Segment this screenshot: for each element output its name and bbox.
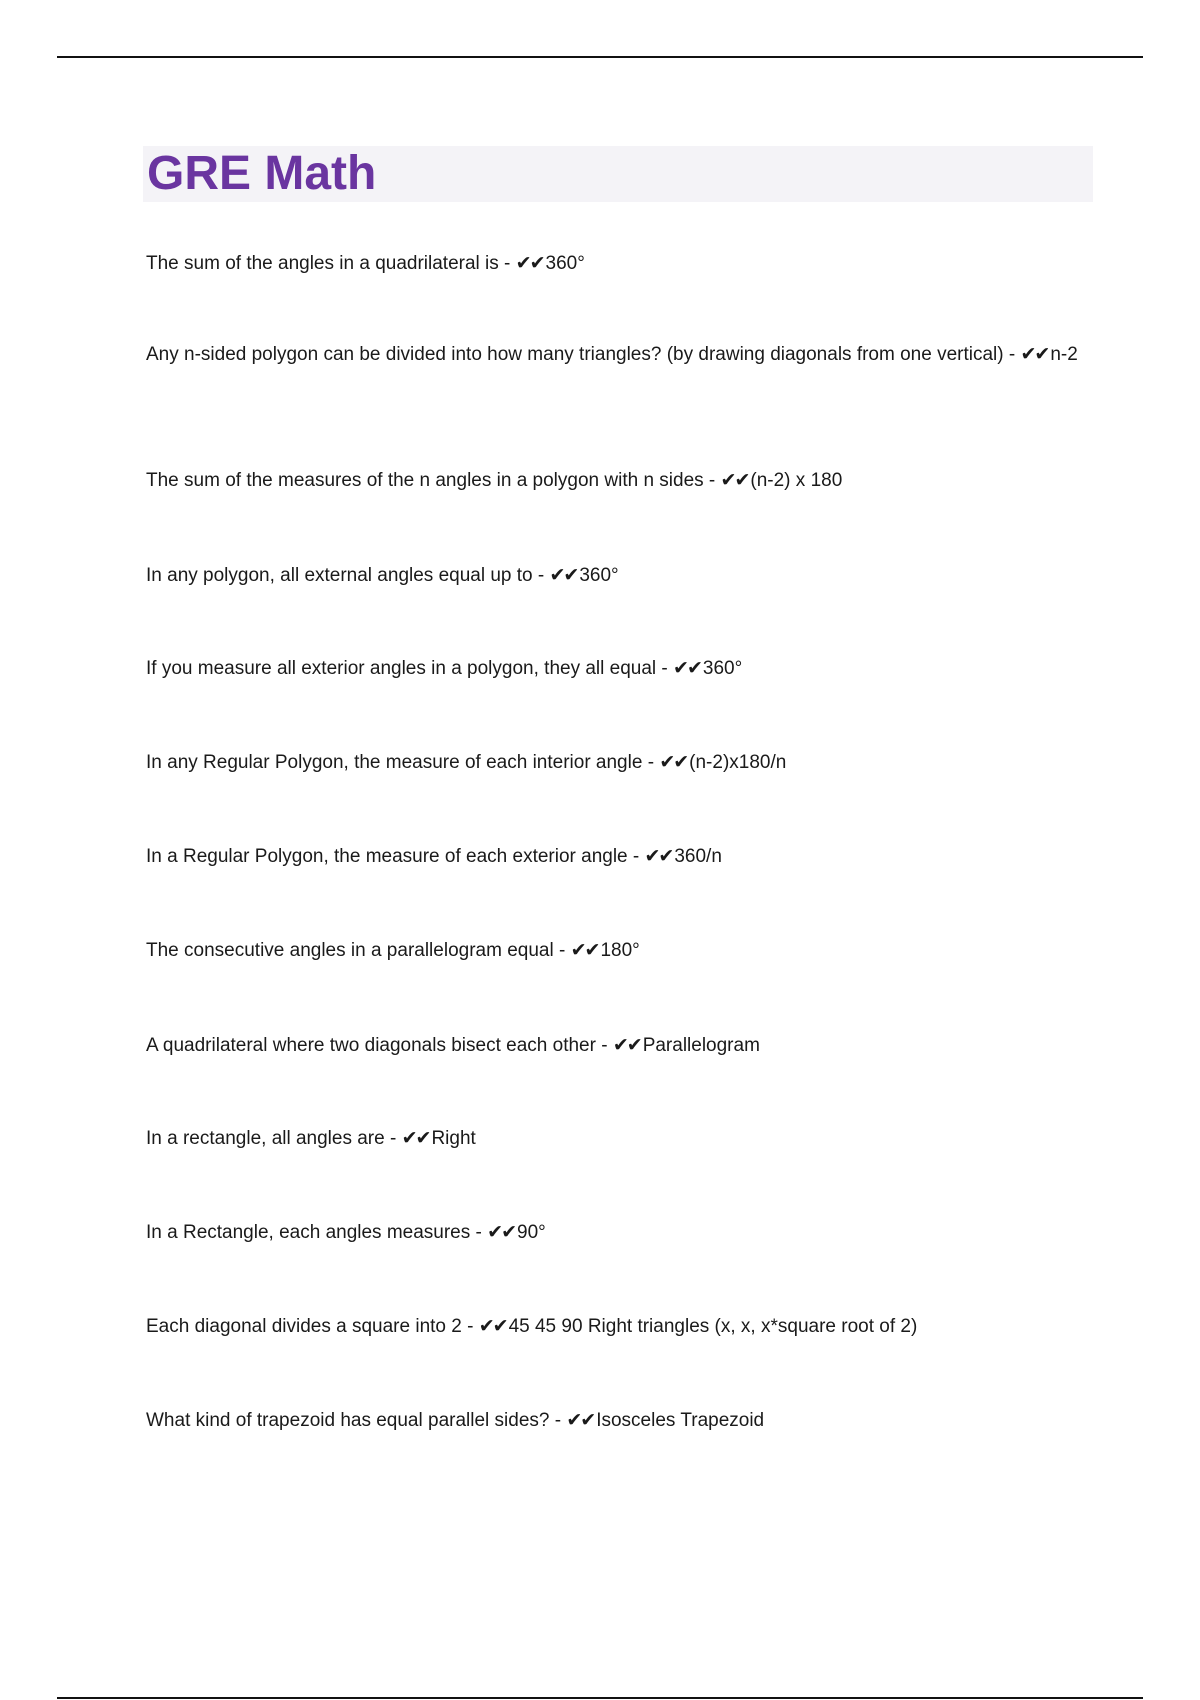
separator: - — [461, 1316, 479, 1337]
check-icon: ✔✔ — [549, 564, 578, 586]
answer-text: 45 45 90 Right triangles (x, x, x*square root of 2) — [508, 1316, 918, 1337]
qa-item — [146, 652, 1096, 685]
separator: - — [549, 1410, 567, 1431]
check-icon: ✔✔ — [612, 1034, 641, 1056]
question-text: If you measure all exterior angles in a polygon, they all equal — [146, 658, 657, 679]
question-text: The consecutive angles in a parallelogram equal — [146, 940, 554, 961]
question-text: Each diagonal divides a square into 2 — [146, 1316, 462, 1337]
answer-text: Right — [431, 1128, 476, 1149]
page-title: GRE Math — [147, 147, 377, 200]
qa-item — [146, 746, 1096, 779]
answer-text: 360° — [702, 658, 743, 679]
answer-text: (n-2) x 180 — [750, 470, 843, 491]
answer-text: Parallelogram — [642, 1035, 760, 1056]
check-icon: ✔✔ — [659, 751, 688, 773]
question-text: In a rectangle, all angles are — [146, 1128, 385, 1149]
answer-text: n-2 — [1050, 344, 1078, 365]
qa-item — [146, 247, 1096, 280]
qa-item — [146, 464, 1096, 497]
separator: - — [470, 1222, 488, 1243]
check-icon: ✔✔ — [1020, 343, 1049, 365]
separator: - — [1003, 344, 1021, 365]
separator: - — [595, 1035, 613, 1056]
answer-text: 360° — [579, 565, 619, 586]
separator: - — [498, 253, 516, 274]
check-icon: ✔✔ — [570, 939, 599, 961]
qa-item — [146, 1216, 1096, 1249]
separator: - — [642, 752, 660, 773]
answer-text: 360/n — [674, 846, 722, 867]
answer-text: Isosceles Trapezoid — [596, 1410, 765, 1431]
question-text: Any n-sided polygon can be divided into how many triangles? (by drawing diagonals from one vertical) — [146, 344, 1004, 365]
separator: - — [703, 470, 721, 491]
question-text: In any polygon, all external angles equal up to — [146, 565, 533, 586]
answer-text: 360° — [545, 253, 585, 274]
question-text: The sum of the angles in a quadrilateral is — [146, 253, 499, 274]
top-divider — [57, 56, 1143, 58]
check-icon: ✔✔ — [566, 1409, 595, 1431]
check-icon: ✔✔ — [515, 252, 544, 274]
qa-item — [146, 338, 1096, 371]
question-text: What kind of trapezoid has equal parallel sides? — [146, 1410, 550, 1431]
question-text: The sum of the measures of the n angles in a polygon with n sides — [146, 470, 704, 491]
separator: - — [553, 940, 571, 961]
qa-item — [146, 1404, 1096, 1437]
check-icon: ✔✔ — [478, 1315, 507, 1337]
question-text: In a Regular Polygon, the measure of each exterior angle — [146, 846, 628, 867]
separator: - — [627, 846, 645, 867]
separator: - — [384, 1128, 402, 1149]
bottom-divider — [57, 1697, 1143, 1699]
qa-item — [146, 840, 1096, 873]
answer-text: 180° — [600, 940, 640, 961]
check-icon: ✔✔ — [401, 1127, 430, 1149]
answer-text: (n-2)x180/n — [689, 752, 787, 773]
qa-item — [146, 1310, 1096, 1343]
qa-item — [146, 1122, 1096, 1155]
question-text: In any Regular Polygon, the measure of each interior angle — [146, 752, 643, 773]
title-band — [143, 146, 1093, 202]
qa-item — [146, 559, 1096, 592]
qa-item — [146, 934, 1096, 967]
check-icon: ✔✔ — [673, 657, 701, 679]
check-icon: ✔✔ — [644, 845, 673, 867]
answer-text: 90° — [517, 1222, 546, 1243]
separator: - — [656, 658, 674, 679]
check-icon: ✔✔ — [720, 469, 749, 491]
question-text: A quadrilateral where two diagonals bisect each other — [146, 1035, 596, 1056]
separator: - — [532, 565, 550, 586]
check-icon: ✔✔ — [487, 1221, 515, 1243]
qa-item — [146, 1029, 1096, 1062]
question-text: In a Rectangle, each angles measures — [146, 1222, 471, 1243]
